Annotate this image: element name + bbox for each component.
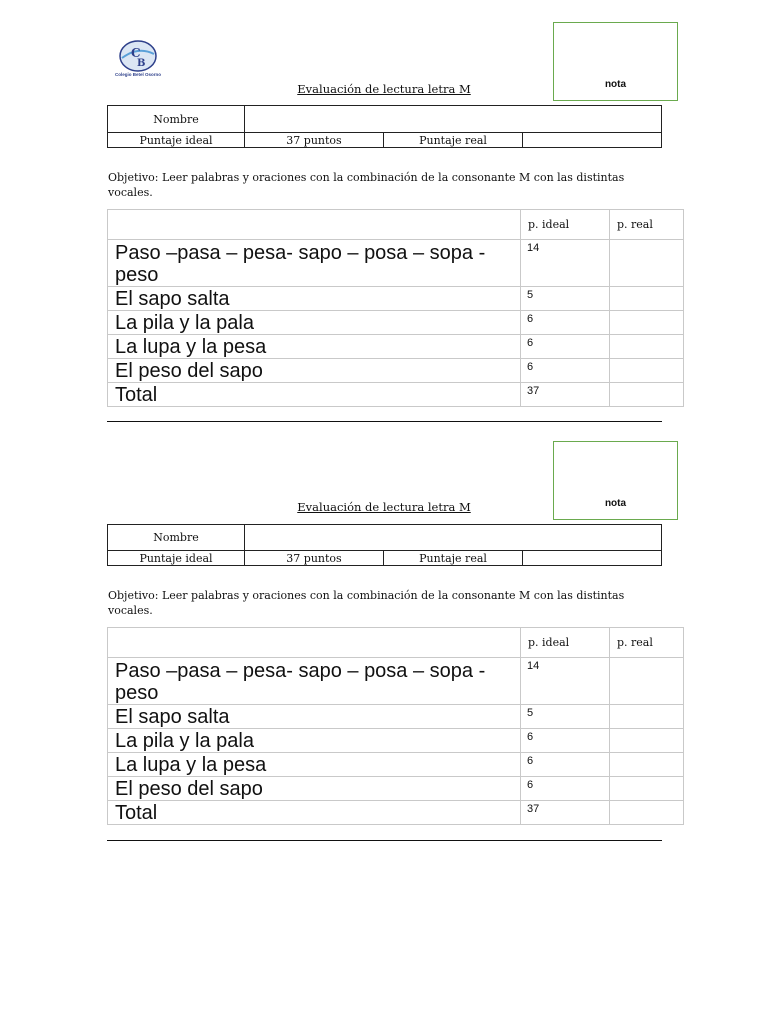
- ideal-points: 14: [521, 240, 610, 287]
- reading-item: La pila y la pala: [108, 729, 521, 753]
- ideal-points: 6: [521, 359, 610, 383]
- evaluation-title: Evaluación de lectura letra M: [297, 500, 471, 514]
- reading-item: Paso –pasa – pesa- sapo – posa – sopa - peso: [108, 240, 521, 287]
- student-info-table: [107, 524, 662, 566]
- objective-text: Objetivo: Leer palabras y oraciones con la combinación de la consonante M con las distintas vocales.: [108, 589, 625, 617]
- real-points-field[interactable]: [610, 705, 684, 729]
- reading-table: [107, 627, 684, 825]
- table-row: [108, 359, 684, 383]
- reading-item: El sapo salta: [108, 287, 521, 311]
- table-row: [108, 658, 684, 705]
- objective-text: Objetivo: Leer palabras y oraciones con la combinación de la consonante M con las distintas vocales.: [108, 171, 625, 199]
- logo-initial-c: C: [131, 46, 141, 60]
- reading-item: La pila y la pala: [108, 311, 521, 335]
- ideal-score-value: 37 puntos: [245, 551, 384, 566]
- name-label: Nombre: [108, 106, 245, 133]
- table-header-real: p. real: [610, 628, 684, 658]
- section-divider: [107, 840, 662, 841]
- table-row: [108, 240, 684, 287]
- table-row: [108, 777, 684, 801]
- ideal-points: 6: [521, 729, 610, 753]
- table-header-blank: [108, 210, 521, 240]
- reading-item: El peso del sapo: [108, 359, 521, 383]
- table-header-ideal: p. ideal: [521, 628, 610, 658]
- real-score-field[interactable]: [523, 133, 662, 148]
- reading-item: La lupa y la pesa: [108, 335, 521, 359]
- real-points-field[interactable]: [610, 729, 684, 753]
- ideal-score-value: 37 puntos: [245, 133, 384, 148]
- real-points-field[interactable]: [610, 240, 684, 287]
- reading-item: Paso –pasa – pesa- sapo – posa – sopa - peso: [108, 658, 521, 705]
- total-ideal-points: 37: [521, 383, 610, 407]
- total-label: Total: [108, 383, 521, 407]
- total-label: Total: [108, 801, 521, 825]
- ideal-points: 6: [521, 753, 610, 777]
- evaluation-title: Evaluación de lectura letra M: [297, 82, 471, 96]
- total-ideal-points: 37: [521, 801, 610, 825]
- table-row: [108, 335, 684, 359]
- school-logo: [108, 40, 168, 82]
- reading-item: El peso del sapo: [108, 777, 521, 801]
- real-points-field[interactable]: [610, 359, 684, 383]
- ideal-points: 6: [521, 311, 610, 335]
- table-header-ideal: p. ideal: [521, 210, 610, 240]
- real-points-field[interactable]: [610, 777, 684, 801]
- school-name: Colegio Betel Osorno: [114, 72, 161, 77]
- table-row-total: [108, 383, 684, 407]
- real-score-label: Puntaje real: [384, 133, 523, 148]
- section-divider: [107, 421, 662, 422]
- table-row: [108, 729, 684, 753]
- ideal-points: 5: [521, 287, 610, 311]
- real-score-label: Puntaje real: [384, 551, 523, 566]
- name-field[interactable]: [245, 525, 662, 551]
- name-field[interactable]: [245, 106, 662, 133]
- total-real-points-field[interactable]: [610, 801, 684, 825]
- real-score-field[interactable]: [523, 551, 662, 566]
- ideal-points: 6: [521, 335, 610, 359]
- table-row-total: [108, 801, 684, 825]
- table-row: [108, 753, 684, 777]
- real-points-field[interactable]: [610, 753, 684, 777]
- grade-label: nota: [604, 498, 627, 509]
- ideal-points: 6: [521, 777, 610, 801]
- student-info-table: [107, 105, 662, 148]
- ideal-points: 5: [521, 705, 610, 729]
- total-real-points-field[interactable]: [610, 383, 684, 407]
- logo-initial-b: B: [137, 58, 146, 69]
- real-points-field[interactable]: [610, 287, 684, 311]
- ideal-score-label: Puntaje ideal: [108, 133, 245, 148]
- school-logo-icon: [118, 40, 158, 72]
- reading-item: La lupa y la pesa: [108, 753, 521, 777]
- reading-item: El sapo salta: [108, 705, 521, 729]
- ideal-points: 14: [521, 658, 610, 705]
- table-header-real: p. real: [610, 210, 684, 240]
- ideal-score-label: Puntaje ideal: [108, 551, 245, 566]
- table-header-blank: [108, 628, 521, 658]
- reading-table: [107, 209, 684, 407]
- table-row: [108, 311, 684, 335]
- name-label: Nombre: [108, 525, 245, 551]
- real-points-field[interactable]: [610, 658, 684, 705]
- grade-label: nota: [604, 79, 627, 90]
- real-points-field[interactable]: [610, 335, 684, 359]
- table-row: [108, 705, 684, 729]
- real-points-field[interactable]: [610, 311, 684, 335]
- table-row: [108, 287, 684, 311]
